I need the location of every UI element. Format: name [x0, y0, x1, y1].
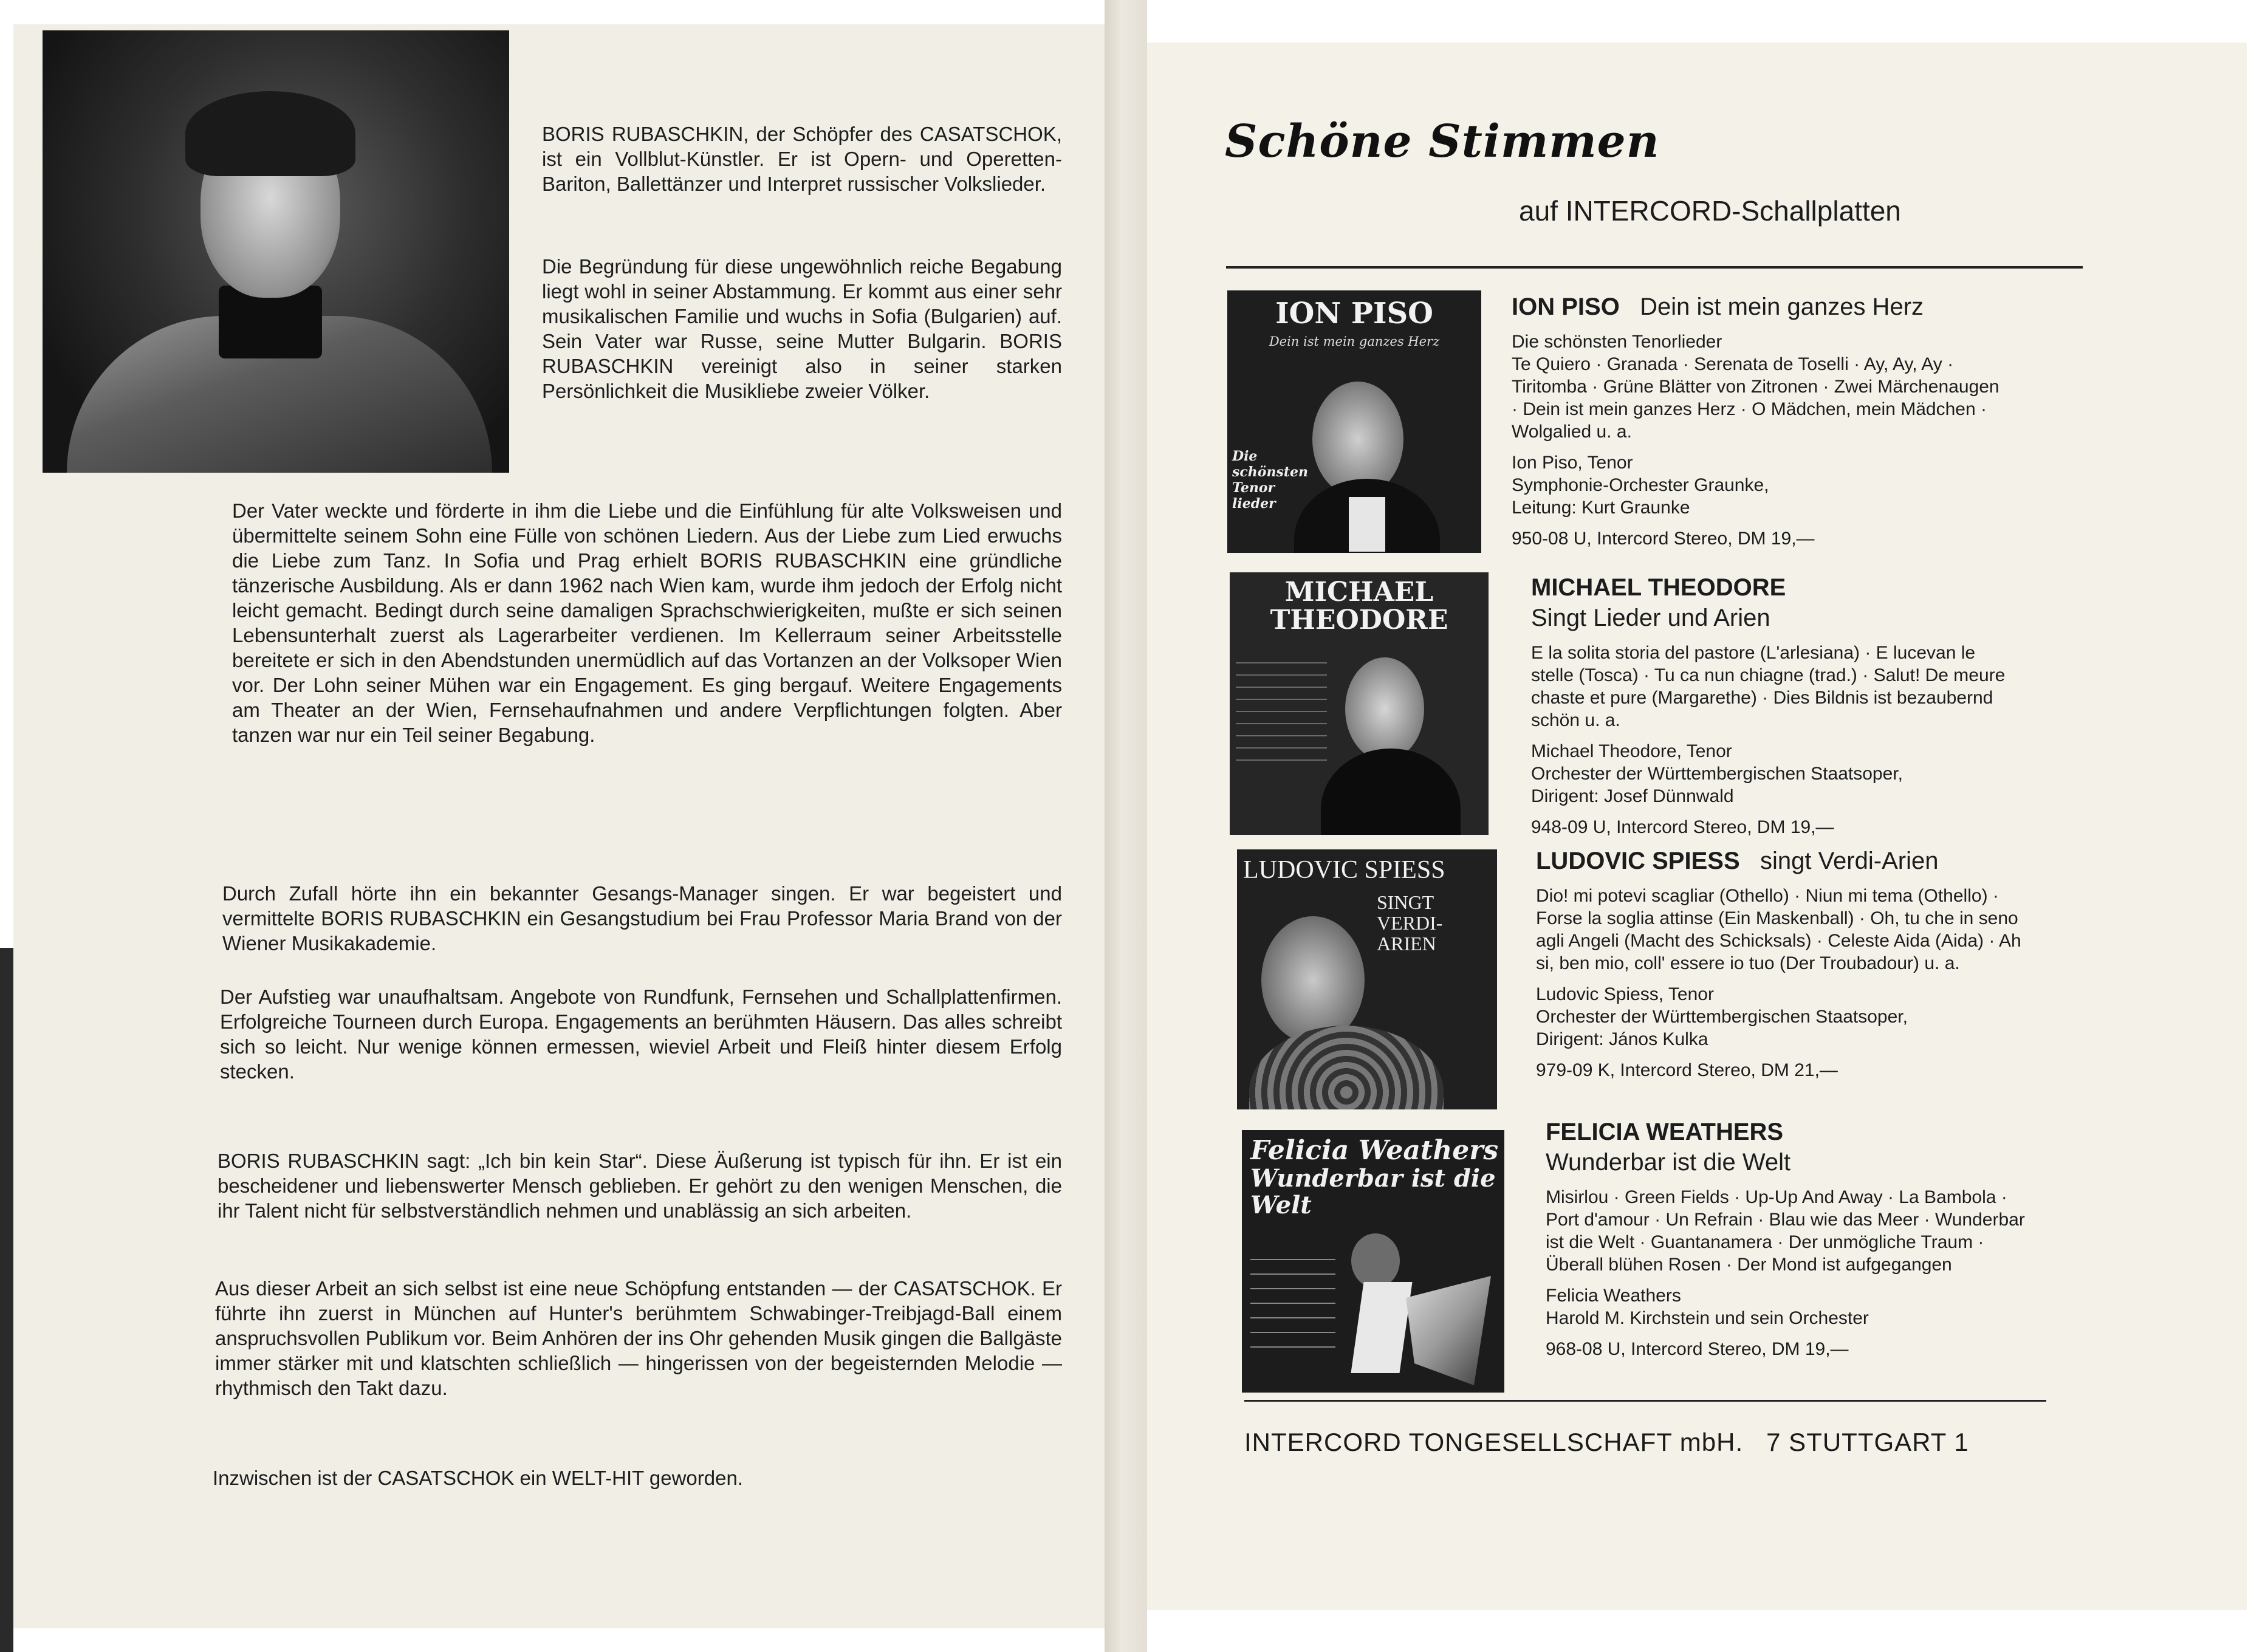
entry-ludovic-spiess: LUDOVIC SPIESS singt Verdi-Arien Dio! mi potevi scagliar (Othello) · Niun mi tema (Othello) · Forse la soglia attinse (Ein Maskenball) · Oh, tu che in seno agli Angeli (Macht des Schicksals) · Celeste Aida (Aida) · Ah si, ben mio, coll' essere io tuo (Der Troubadour) u. a. Ludovic Spiess, Tenor Orchester der Württembergischen Staatsoper, Dirigent: János Kulka 979-09 K, Intercord Stereo, DM 21,—	[1536, 848, 2021, 1080]
body-paragraph-3: Der Vater weckte und förderte in ihm die Liebe und die Einfühlung für alte Volksweisen und übermittelte seinem Sohn eine Fülle von schönen Liedern. Aus der Liebe zum Lied erwuchs die Liebe zum Tanz. In Sofia und Prag erhielt BORIS RUBASCHKIN eine gründliche tänzerische Ausbildung. Als er dann 1962 nach Wien kam, wurde ihm jedoch der Erfolg nicht leicht gemacht. Bedingt durch seine damaligen Sprachschwierigkeiten, mußte er sich seinen Lebensunterhalt zuerst als Lagerarbeiter verdienen. Im Kellerraum seiner Arbeitsstelle bereitete er sich in den Abendstunden unermüdlich auf das Vortanzen an der Volksoper Wien vor. Der Lohn seiner Mühen war ein Engagement. Es ging bergauf. Weitere Engagements am Theater an der Wien, Fernsehaufnahmen und andere Verpflichtungen folgten. Aber tanzen war nur ein Teil seiner Begabung.	[232, 499, 1062, 746]
page-edge-shadow	[0, 948, 13, 1652]
entry-michael-theodore: MICHAEL THEODORE Singt Lieder und Arien E la solita storia del pastore (L'arlesiana) · E lucevan le stelle (Tosca) · Tu ca nun chiagne (trad.) · Salut! De meure chaste et pure (Margarethe) · Dies Bildnis ist bezaubernd schön u. a. Michael Theodore, Tenor Orchester der Württembergischen Staatsoper, Dirigent: Josef Dünnwald 948-09 U, Intercord Stereo, DM 19,—	[1531, 574, 2006, 837]
body-paragraph-4: Durch Zufall hörte ihn ein bekannter Gesangs-Manager singen. Er war begeistert und vermittelte BORIS RUBASCHKIN ein Gesangstudium bei Frau Professor Maria Brand von der Wiener Musikakademie.	[222, 882, 1062, 955]
entry-felicia-weathers: FELICIA WEATHERS Wunderbar ist die Welt Misirlou · Green Fields · Up-Up And Away · La Bambola · Port d'amour · Un Refrain · Blau wie das Meer · Wunderbar ist die Welt · Guantanamera · Der unmögliche Traum · Überall blühen Rosen · Der Mond ist aufgegangen Felicia Weathers Harold M. Kirchstein und sein Orchester 968-08 U, Intercord Stereo, DM 19,—	[1546, 1119, 2025, 1359]
intro-paragraph-2: Die Begründung für diese ungewöhnlich reiche Begabung liegt wohl in seiner Abstammung. Er kommt aus einer sehr musikalischen Familie und wuchs in Sofia (Bulgarien) auf. Sein Vater war Russe, seine Mutter Bulgarin. BORIS RUBASCHKIN vereinigt also in seiner starken Persönlichkeit die Musikliebe zweier Völker.	[542, 255, 1062, 402]
body-paragraph-7: Aus dieser Arbeit an sich selbst ist eine neue Schöpfung entstanden — der CASATSCHOK. Er führte ihn zuerst in München auf Hunter's berühmtem Schwabinger-Treibjagd-Ball einem anspruchsvollen Publikum vor. Beim Anhören der ins Ohr gehenden Musik gingen die Ballgäste immer stärker mit und klatschten schließlich — hingerissen von der begeisternden Melodie — rhythmisch den Takt dazu.	[215, 1277, 1062, 1399]
body-paragraph-6: BORIS RUBASCHKIN sagt: „Ich bin kein Star“. Diese Äußerung ist typisch für ihn. Er ist ein bescheidener und liebenswerter Mensch geblieben. Er gehört zu den wenigen Menschen, die ihr Talent nicht für selbstverständlich nehmen und unablässig an sich arbeiten.	[218, 1150, 1062, 1222]
album-cover-felicia-weathers: Felicia Weathers Wunderbar ist die Welt	[1242, 1130, 1504, 1393]
publisher-footer: INTERCORD TONGESELLSCHAFT mbH. 7 STUTTGART 1	[1244, 1428, 1969, 1456]
album-cover-ion-piso: ION PISO Dein ist mein ganzes Herz Die schönsten Tenor lieder	[1227, 290, 1481, 553]
right-page	[1147, 43, 2247, 1610]
intro-paragraph-1: BORIS RUBASCHKIN, der Schöpfer des CASATSCHOK, ist ein Vollblut-Künstler. Er ist Opern- und Operetten-Bariton, Ballettänzer und Interpret russischer Volkslieder.	[542, 123, 1062, 195]
page-subtitle: auf INTERCORD-Schallplatten	[1519, 195, 1901, 227]
top-rule	[1226, 266, 2083, 269]
portrait-photo	[43, 30, 509, 473]
left-page	[13, 24, 1105, 1628]
body-paragraph-5: Der Aufstieg war unaufhaltsam. Angebote von Rundfunk, Fernsehen und Schallplattenfirmen. Erfolgreiche Tourneen durch Europa. Engagements an berühmten Häusern. Das alles schreibt sich so leicht. Nur wenige können ermessen, wieviel Arbeit und Fleiß hinter diesem Erfolg stecken.	[220, 985, 1062, 1083]
book-gutter	[1105, 0, 1147, 1652]
entry-ion-piso: ION PISO Dein ist mein ganzes Herz Die schönsten Tenorlieder Te Quiero · Granada · Serenata de Toselli · Ay, Ay, Ay · Tiritomba · Grüne Blätter von Zitronen · Zwei Märchenaugen · Dein ist mein ganzes Herz · O Mädchen, mein Mädchen · Wolgalied u. a. Ion Piso, Tenor Symphonie-Orchester Graunke, Leitung: Kurt Graunke 950-08 U, Intercord Stereo, DM 19,—	[1512, 293, 1999, 549]
body-paragraph-8: Inzwischen ist der CASATSCHOK ein WELT-HIT geworden.	[213, 1467, 743, 1489]
bottom-rule	[1244, 1400, 2046, 1402]
page-title: Schöne Stimmen	[1225, 115, 1660, 168]
album-cover-ludovic-spiess: LUDOVIC SPIESS SINGT VERDI-ARIEN	[1237, 849, 1497, 1109]
album-cover-michael-theodore: MICHAEL THEODORE	[1230, 572, 1489, 835]
